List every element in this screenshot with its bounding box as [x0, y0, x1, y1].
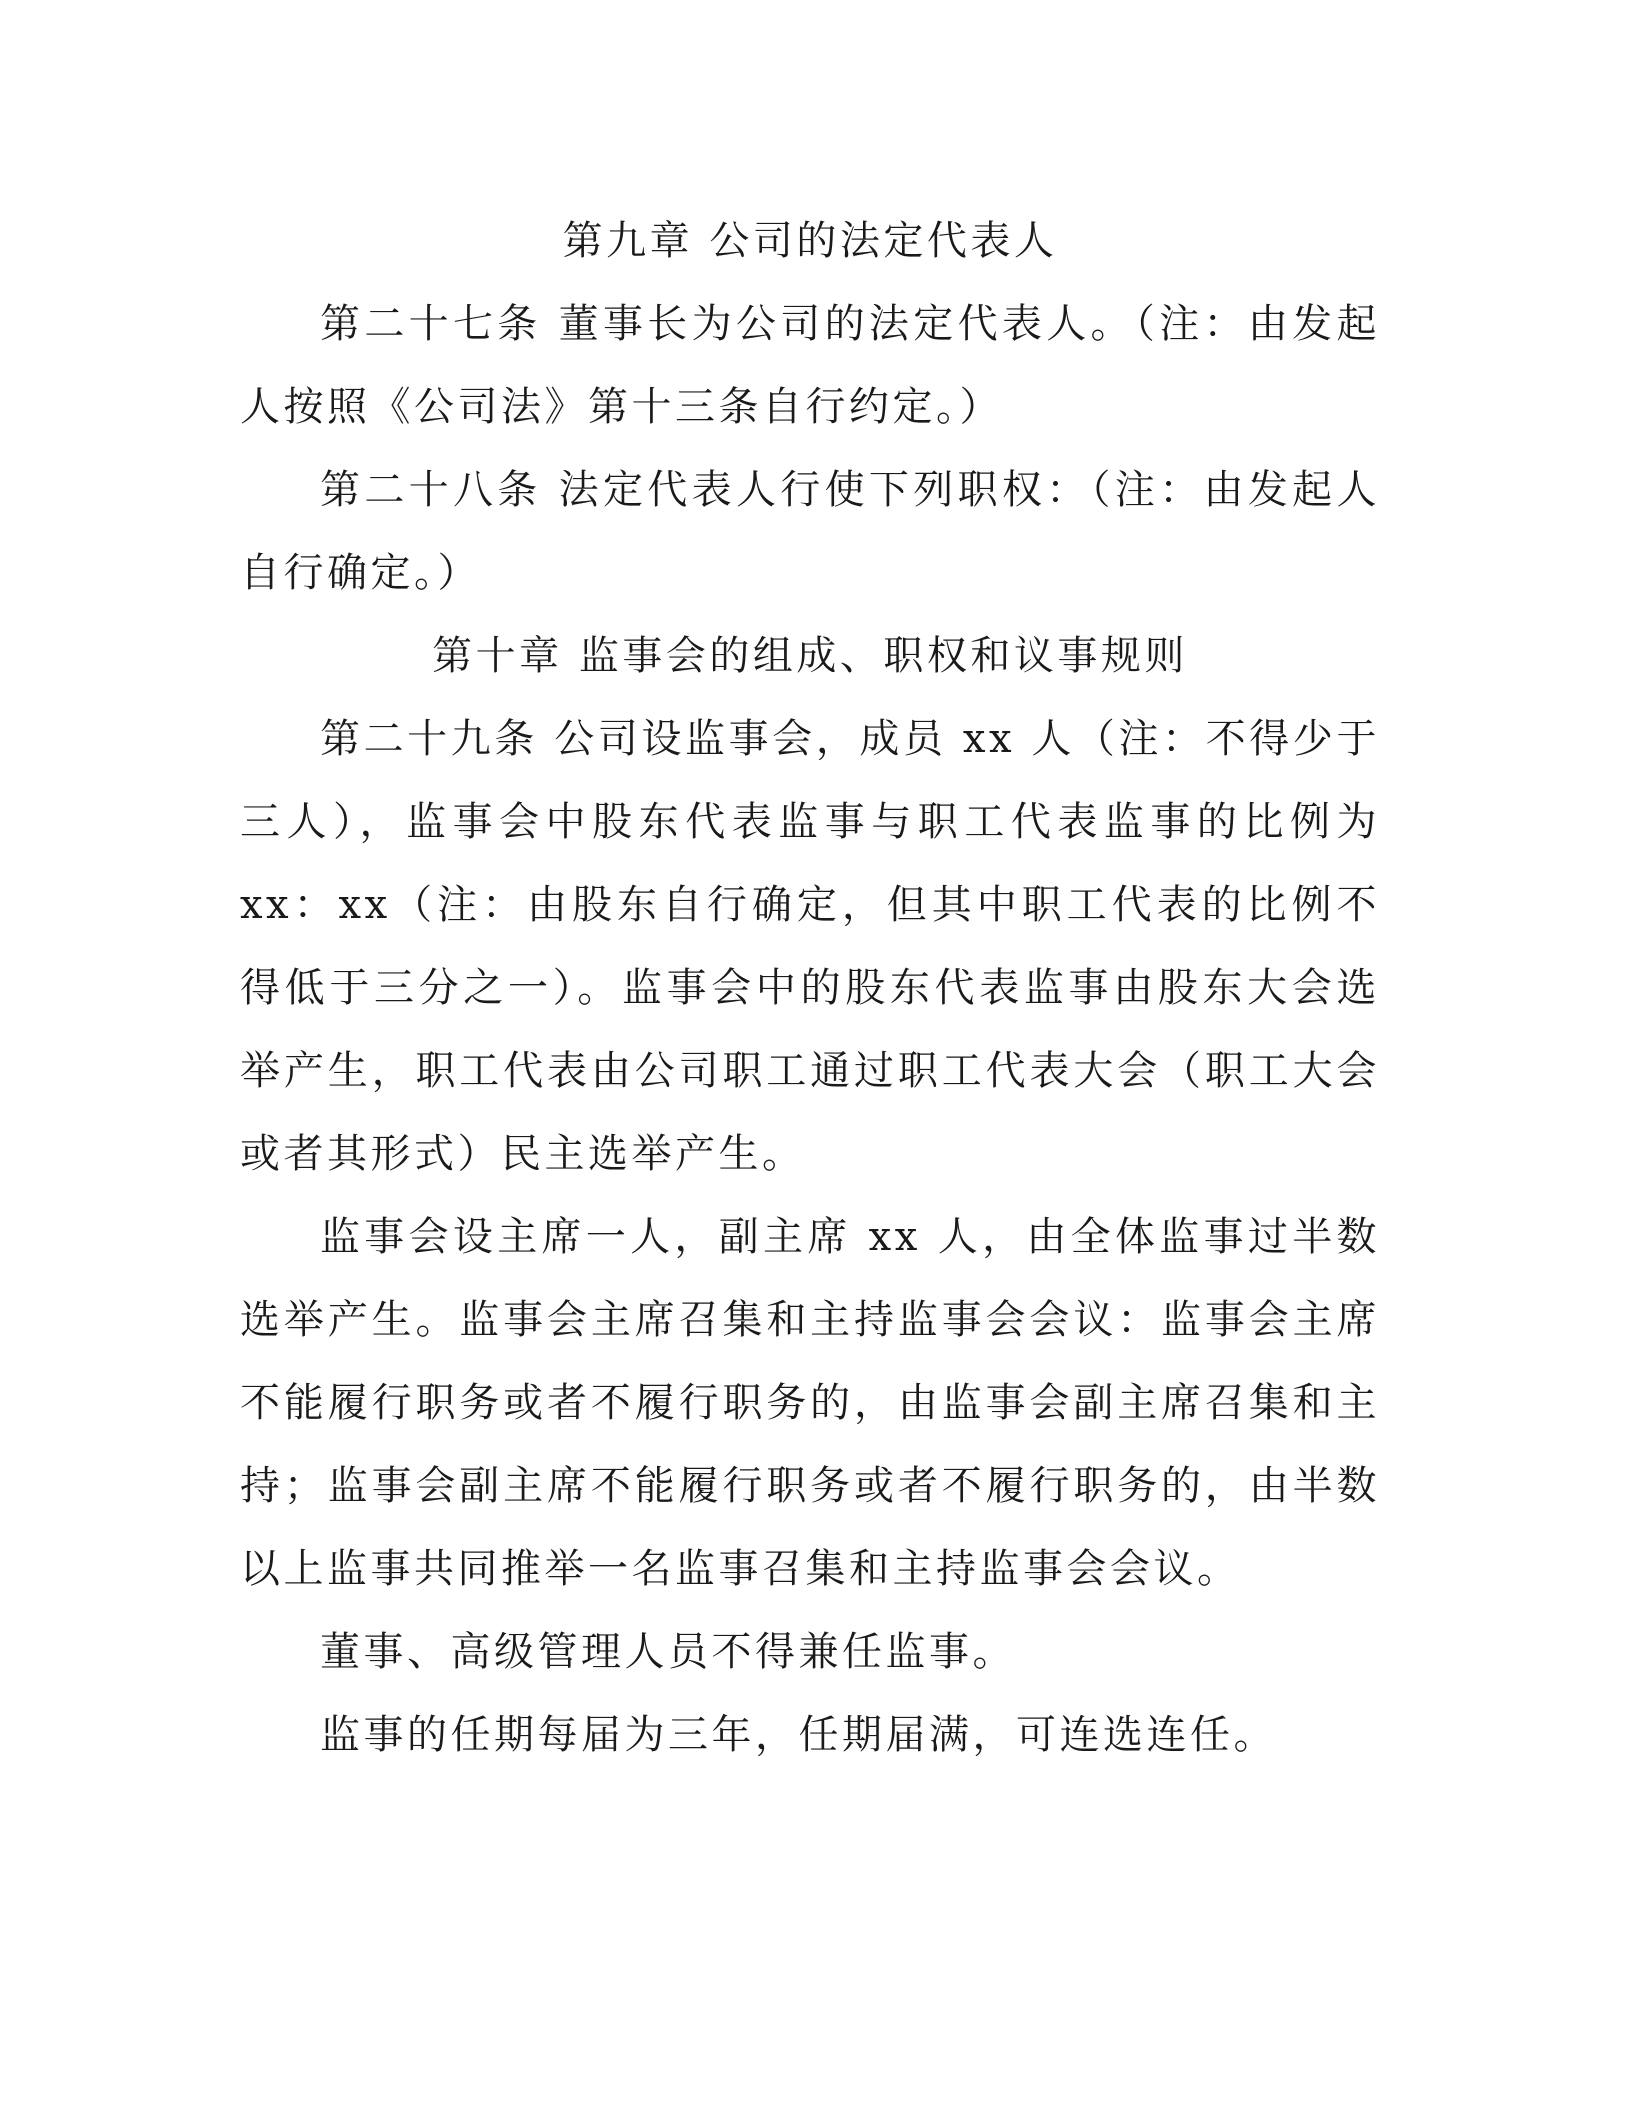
article-27: 第二十七条 董事长为公司的法定代表人。（注：由发起人按照《公司法》第十三条自行约定。） — [240, 301, 1380, 430]
paragraph-no-concurrent-office: 董事、高级管理人员不得兼任监事。 — [320, 1629, 1016, 1675]
article-29: 第二十九条 公司设监事会，成员 xx 人（注：不得少于三人），监事会中股东代表监事与职工代表监事的比例为 xx：xx（注：由股东自行确定，但其中职工代表的比例不得低于三分之一）。监事会中的股东代表监事由股东大会选举产生，职工代表由公司职工通过职工代表大会（职工大会或者其形式）民主选举产生。 — [240, 716, 1380, 1177]
chapter-10-heading: 第十章 监事会的组成、职权和议事规则 — [432, 633, 1188, 679]
chapter-9-heading: 第九章 公司的法定代表人 — [562, 218, 1058, 264]
paragraph-term-of-office: 监事的任期每届为三年，任期届满，可连选连任。 — [320, 1712, 1277, 1758]
article-28: 第二十八条 法定代表人行使下列职权：（注：由发起人自行确定。） — [240, 467, 1380, 596]
document-page — [240, 200, 1380, 1777]
paragraph-chairman: 监事会设主席一人，副主席 xx 人，由全体监事过半数选举产生。监事会主席召集和主持监事会会议：监事会主席不能履行职务或者不履行职务的，由监事会副主席召集和主持；监事会副主席不能履行职务或者不履行职务的，由半数以上监事共同推举一名监事召集和主持监事会会议。 — [240, 1214, 1380, 1592]
